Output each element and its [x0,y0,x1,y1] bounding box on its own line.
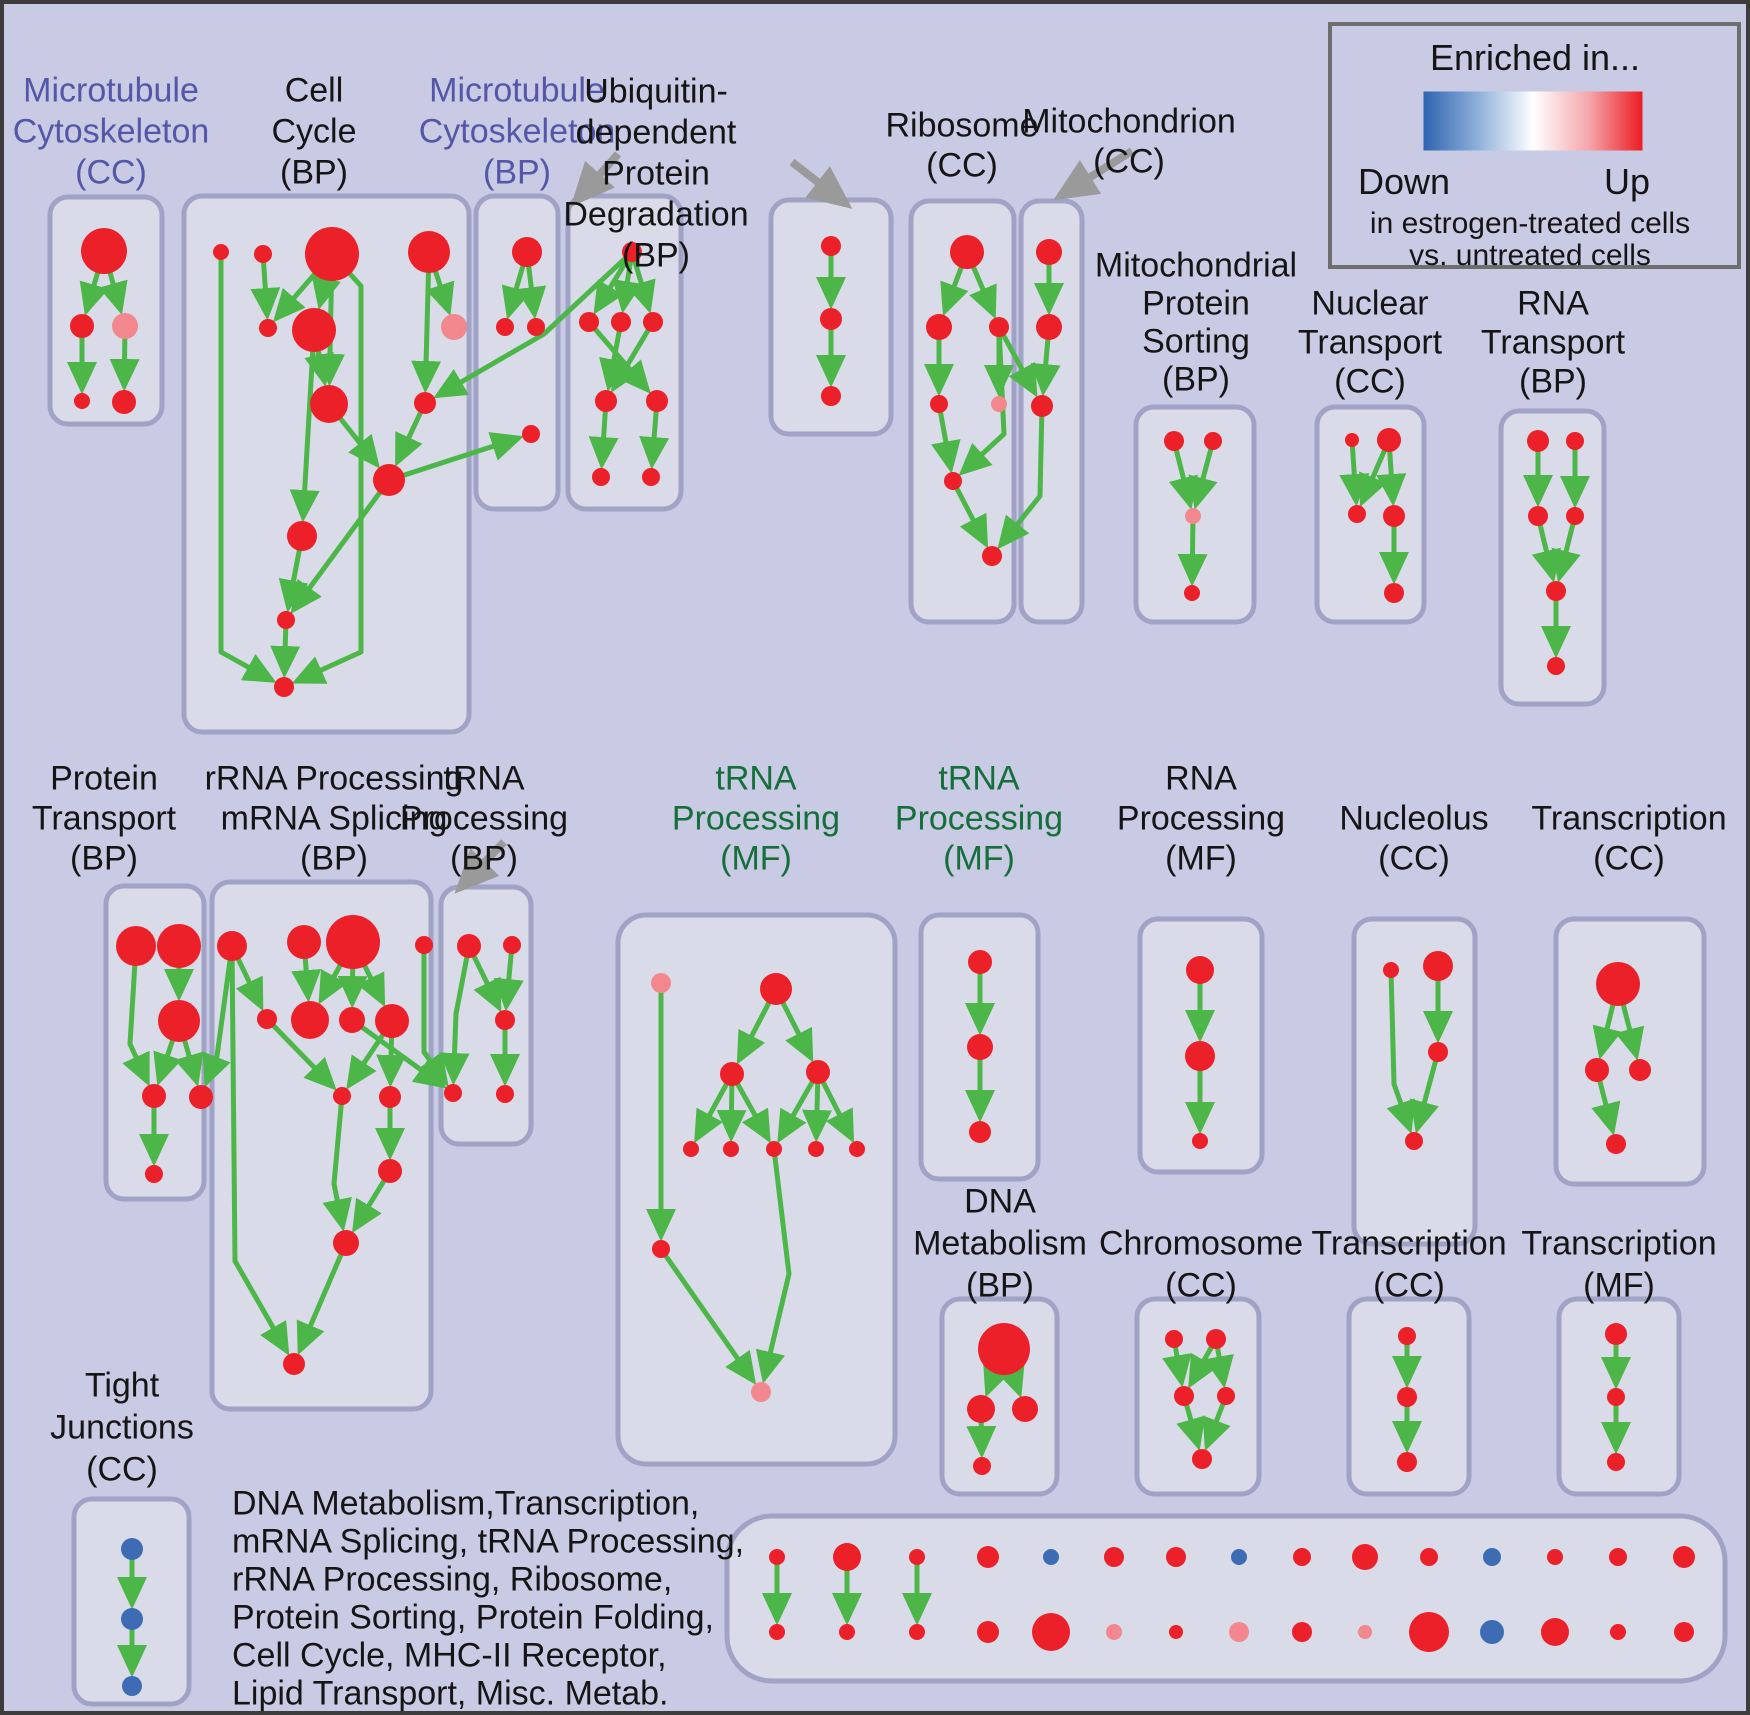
cluster-box-nuclear-transport-cc [1317,407,1424,622]
go-term-node [1397,1452,1417,1472]
go-term-node [909,1624,925,1640]
go-term-node [1607,1388,1625,1406]
cluster-label-nuclear-transport-cc: (CC) [1334,362,1406,401]
go-term-node [1547,1549,1563,1565]
cluster-box-transcription-cc-row2 [1556,919,1704,1184]
cluster-label-trna-processing-bp: tRNA [443,759,525,798]
cluster-label-trna-processing-bp: Processing [399,799,569,838]
go-term-node [1192,1449,1212,1469]
cluster-label-ubiquitin-degradation-bp: (BP) [622,236,690,275]
go-term-node [944,472,962,490]
cluster-label-mitochondrion-cc: (CC) [1093,142,1165,181]
cluster-label-mitochondrial-protein-sorting-bp: (BP) [1162,360,1230,399]
cluster-label-mitochondrion-cc: Mitochondrion [1022,102,1236,141]
go-term-node [441,314,467,340]
go-term-node [291,1001,329,1039]
misc-terms-text: Lipid Transport, Misc. Metab. [232,1674,669,1713]
go-term-node [1377,428,1401,452]
cluster-label-rna-transport-bp: (BP) [1519,362,1587,401]
cluster-box-nucleolus-cc [1354,919,1475,1244]
go-term-node [527,318,545,336]
go-term-node [1409,1612,1449,1652]
go-term-node [977,1546,999,1568]
go-term-node [950,235,984,269]
legend-down-label: Down [1357,161,1451,202]
go-term-node [1352,1544,1378,1570]
go-term-node [766,1141,782,1157]
cluster-label-microtubule-cytoskeleton-cc: (CC) [75,153,147,192]
cluster-label-cell-cycle-bp: (BP) [280,153,348,192]
go-term-node [112,390,136,414]
go-term-node [652,1240,670,1258]
cluster-label-dna-metabolism-bp: DNA [964,1182,1036,1221]
cluster-label-rna-processing-mf: Processing [1116,799,1286,838]
go-term-node [1383,962,1399,978]
go-term-node [1345,433,1359,447]
go-term-node [503,936,521,954]
go-term-node [496,318,514,336]
go-term-node [1546,581,1566,601]
go-term-node [70,314,94,338]
go-term-node [326,915,380,969]
go-term-node [909,1549,925,1565]
go-term-node [1397,1387,1417,1407]
cluster-box-misc-terms-group [727,1516,1725,1681]
cluster-label-rrna-processing-mrna-splicing-bp: rRNA Processing [204,759,464,798]
cluster-label-trna-processing-mf-2: tRNA [938,759,1020,798]
go-term-node [643,312,663,332]
go-term-node [259,319,277,337]
go-term-node [274,677,294,697]
go-term-node [1596,962,1640,1006]
go-term-node [287,521,317,551]
go-term-node [512,237,542,267]
go-term-node [1428,1042,1448,1062]
go-term-node [978,1323,1030,1375]
go-term-node [720,1062,744,1086]
cluster-label-trna-processing-mf-1: Processing [671,799,841,838]
go-term-node [1164,431,1184,451]
go-term-node [1106,1624,1122,1640]
cluster-label-ribosome-cc: Ribosome [885,106,1039,145]
go-term-node [611,312,631,332]
cluster-label-rrna-processing-mrna-splicing-bp: (BP) [300,839,368,878]
go-term-node [378,1159,402,1183]
cluster-label-nuclear-transport-cc: Nuclear [1311,284,1429,323]
go-term-node [373,464,405,496]
go-term-node [723,1141,739,1157]
go-term-node [496,1085,514,1103]
go-term-node [1104,1547,1124,1567]
go-term-node [1480,1620,1504,1644]
go-term-node [769,1549,785,1565]
go-term-node [457,934,481,958]
go-term-node [833,1543,861,1571]
go-term-node [1541,1618,1569,1646]
legend-title: Enriched in... [1429,37,1641,78]
go-term-node [1528,506,1548,526]
go-term-node [1607,1453,1625,1471]
cluster-label-rna-processing-mf: (MF) [1165,839,1237,878]
go-term-node [444,1084,462,1102]
misc-terms-text: mRNA Splicing, tRNA Processing, [232,1522,745,1561]
go-term-node [1398,1327,1416,1345]
cluster-label-protein-transport-bp: Protein [50,759,158,798]
go-term-node [142,1084,166,1108]
cluster-label-microtubule-cytoskeleton-bp: Microtubule [429,71,605,110]
annotation-arrow [460,842,504,888]
go-term-node [646,390,668,412]
cluster-label-rna-processing-mf: RNA [1165,759,1237,798]
go-term-node [145,1165,163,1183]
go-term-node [821,236,841,256]
go-term-node [116,926,156,966]
cluster-label-tight-junctions-cc: Junctions [50,1408,194,1447]
go-term-node [339,1007,365,1033]
go-term-node [1405,1132,1423,1150]
cluster-label-microtubule-cytoskeleton-bp: (BP) [483,153,551,192]
go-term-node [769,1624,785,1640]
go-term-node [1348,505,1366,523]
cluster-label-tight-junctions-cc: (CC) [86,1450,158,1489]
cluster-label-trna-processing-mf-1: (MF) [720,839,792,878]
go-term-node [1292,1622,1312,1642]
go-term-node [1605,1323,1627,1345]
go-term-node [379,1086,401,1108]
go-term-node [333,1230,359,1256]
cluster-label-chromosome-cc: Chromosome [1098,1224,1304,1263]
edge-arrow [1192,516,1193,579]
legend-up-label: Up [1603,161,1651,202]
go-term-node [1165,1330,1183,1348]
legend-subtitle-line1: in estrogen-treated cells [1369,207,1691,240]
go-term-node [1186,956,1214,984]
go-term-node [820,308,842,330]
go-term-node [415,936,433,954]
cluster-label-rna-transport-bp: RNA [1517,284,1589,323]
go-term-node [121,1538,143,1560]
cluster-label-chromosome-cc: (CC) [1165,1266,1237,1305]
go-term-node [1383,505,1405,527]
go-term-node [760,973,792,1005]
cluster-label-transcription-mf: Transcription [1521,1224,1717,1263]
cluster-label-ubiquitin-degradation-bp: Protein [602,154,710,193]
go-term-node [277,611,295,629]
go-term-node [1610,1624,1626,1640]
cluster-label-transcription-cc-row3: (CC) [1373,1266,1445,1305]
go-term-node [1358,1625,1372,1639]
legend-subtitle-line2: vs. untreated cells [1409,239,1651,272]
go-term-node [1036,314,1062,340]
cluster-label-dna-metabolism-bp: Metabolism [913,1224,1087,1263]
cluster-label-transcription-cc-row2: Transcription [1531,799,1727,838]
go-term-node [1629,1059,1651,1081]
go-term-node [930,395,948,413]
cluster-label-trna-processing-mf-1: tRNA [715,759,797,798]
go-term-node [808,1141,824,1157]
cluster-box-rrna-processing-mrna-splicing-bp [212,882,431,1409]
go-term-node [1184,585,1200,601]
go-term-node [622,242,642,262]
cluster-label-microtubule-cytoskeleton-cc: Cytoskeleton [12,112,210,151]
cluster-label-ribosome-cc: (CC) [926,146,998,185]
go-term-node [579,312,599,332]
go-term-node [112,313,138,339]
go-term-node [217,931,247,961]
go-term-node [1606,1134,1626,1154]
cluster-label-ubiquitin-degradation-bp: dependent [575,113,737,152]
go-term-node [1231,1549,1247,1565]
go-term-node [157,924,201,968]
go-term-node [969,1121,991,1143]
go-term-node [522,425,540,443]
go-term-node [683,1141,699,1157]
go-term-node [1032,1613,1070,1651]
go-term-node [158,1000,200,1042]
go-term-node [333,1087,351,1105]
go-term-node [806,1060,830,1084]
go-term-node [122,1676,142,1696]
cluster-label-transcription-mf: (MF) [1583,1266,1655,1305]
go-term-node [849,1141,865,1157]
go-term-node [1384,583,1404,603]
cluster-label-mitochondrial-protein-sorting-bp: Sorting [1142,322,1250,361]
go-term-node [592,468,610,486]
annotation-arrow [1060,151,1132,196]
go-term-node [213,244,229,260]
go-term-node [257,1009,277,1029]
cluster-label-mitochondrial-protein-sorting-bp: Mitochondrial [1094,246,1298,285]
go-term-node [408,231,450,273]
go-term-node [74,393,90,409]
go-term-node [1192,1133,1208,1149]
cluster-label-nuclear-transport-cc: Transport [1297,323,1443,362]
cluster-label-rna-transport-bp: Transport [1480,323,1626,362]
legend [1328,22,1741,272]
go-term-node [1031,395,1053,417]
go-term-node [1527,430,1549,452]
go-term-node [1483,1548,1501,1566]
go-term-node [254,245,272,263]
cluster-label-trna-processing-mf-2: (MF) [943,839,1015,878]
go-term-node [968,950,992,974]
go-term-node [973,1457,991,1475]
legend-gradient-bar [1424,92,1643,151]
go-term-node [1229,1622,1249,1642]
go-term-node [751,1382,771,1402]
misc-terms-text: rRNA Processing, Ribosome, [232,1560,673,1599]
go-term-node [1566,507,1584,525]
cluster-label-mitochondrial-protein-sorting-bp: Protein [1142,284,1250,323]
misc-terms-text: Protein Sorting, Protein Folding, [232,1598,714,1637]
cluster-label-ubiquitin-degradation-bp: Degradation [563,195,749,234]
go-term-node [1185,508,1201,524]
misc-terms-text: DNA Metabolism,Transcription, [232,1484,700,1523]
go-term-node [81,228,127,274]
go-term-node [287,925,321,959]
go-term-node [283,1353,305,1375]
cluster-label-nucleolus-cc: Nucleolus [1339,799,1489,838]
cluster-label-cell-cycle-bp: Cell [284,71,344,110]
go-term-node [821,386,841,406]
cluster-label-protein-transport-bp: Transport [31,799,177,838]
go-term-node [375,1004,409,1038]
go-term-node [642,468,660,486]
go-term-node [495,1010,515,1030]
go-term-node [1423,951,1453,981]
cluster-label-rrna-processing-mrna-splicing-bp: mRNA Splicing [220,799,448,838]
cluster-label-protein-transport-bp: (BP) [70,839,138,878]
cluster-label-trna-processing-bp: (BP) [450,839,518,878]
cluster-label-nucleolus-cc: (CC) [1378,839,1450,878]
cluster-label-microtubule-cytoskeleton-bp: Cytoskeleton [418,112,616,151]
go-term-node [991,396,1007,412]
cluster-label-microtubule-cytoskeleton-cc: Microtubule [23,71,199,110]
go-term-node [189,1085,213,1109]
go-term-node [1420,1548,1438,1566]
go-term-node [967,1395,995,1423]
cluster-label-trna-processing-mf-2: Processing [894,799,1064,838]
go-term-node [1293,1548,1311,1566]
go-term-node [595,390,617,412]
go-term-node [121,1608,143,1630]
go-term-node [1043,1549,1059,1565]
go-term-node [1609,1548,1627,1566]
go-term-node [967,1034,993,1060]
go-term-node [1547,657,1565,675]
go-term-node [1206,1329,1226,1349]
misc-terms-text: Cell Cycle, MHC-II Receptor, [232,1636,667,1675]
go-term-node [1674,1622,1694,1642]
cluster-label-ubiquitin-degradation-bp: Ubiquitin- [584,72,728,111]
go-term-node [1673,1546,1695,1568]
go-term-node [977,1621,999,1643]
cluster-label-dna-metabolism-bp: (BP) [966,1266,1034,1305]
go-term-node [1185,1041,1215,1071]
go-term-node [1166,1547,1186,1567]
go-term-node [1566,432,1584,450]
go-term-node [414,392,436,414]
go-term-node [1036,239,1062,265]
go-term-node [292,308,336,352]
cluster-box-ubiquitin-degradation-bp [568,196,681,509]
cluster-label-tight-junctions-cc: Tight [84,1366,160,1405]
go-term-node [1169,1625,1183,1639]
cluster-label-transcription-cc-row2: (CC) [1593,839,1665,878]
go-term-node [1217,1387,1235,1405]
go-term-node [839,1624,855,1640]
go-term-node [1204,432,1222,450]
go-term-node [310,385,348,423]
go-term-node [1585,1058,1609,1082]
cluster-label-transcription-cc-row3: Transcription [1311,1224,1507,1263]
go-term-node [305,227,359,281]
go-term-node [926,314,952,340]
go-term-node [989,317,1009,337]
go-term-node [1012,1396,1038,1422]
go-term-node [1174,1386,1194,1406]
go-term-node [982,546,1002,566]
go-term-node [651,973,671,993]
cluster-label-cell-cycle-bp: Cycle [271,112,357,151]
